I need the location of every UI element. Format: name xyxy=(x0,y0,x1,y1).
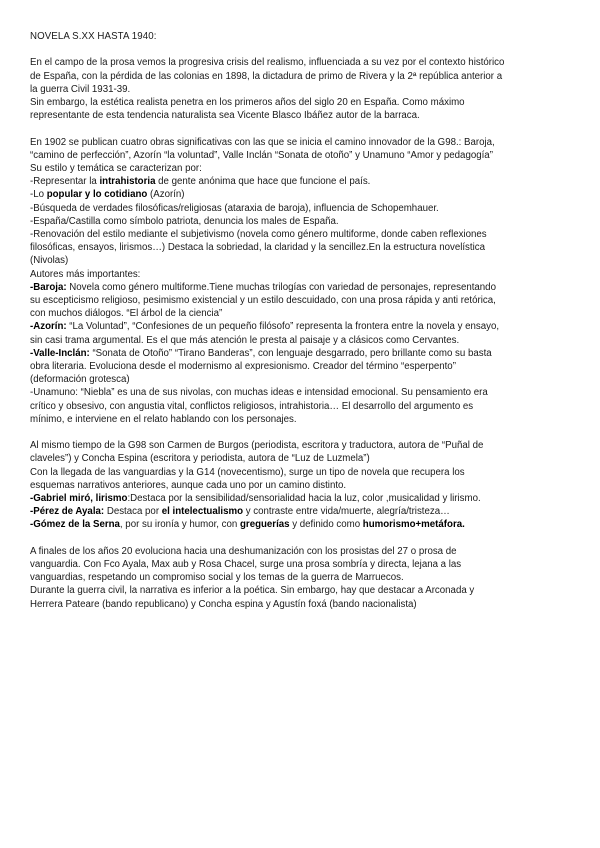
paragraph-line: Autores más importantes: xyxy=(30,268,141,280)
paragraph-line: de España, con la pérdida de las colonias en 1898, la dictadura de primo de Rivera y la 2ª república anterior a xyxy=(30,70,503,82)
author-perez-de-ayala xyxy=(30,505,578,518)
paragraph-line: -España/Castilla como símbolo patriota, denuncia los males de España. xyxy=(30,215,339,227)
author-name: -Gabriel miró, lirismo xyxy=(30,493,128,505)
text-span: “Sonata de Otoño” “Tirano Banderas”, con lenguaje desgarrado, pero brillante como su basta xyxy=(89,347,492,359)
paragraph-line: sin casi trama argumental. Es el que más atención le presta al paisaje y a clásicos como Cervantes. xyxy=(30,334,460,346)
paragraph-line: vanguardias, respetando un compromiso social y los temas de la guerra de Marruecos. xyxy=(30,572,404,584)
bold-term: humorismo+metáfora. xyxy=(362,519,465,531)
paragraph-line: Sin embargo, la estética realista penetra en los primeros años del siglo 20 en España. Como máximo xyxy=(30,97,465,108)
author-name: -Baroja: xyxy=(30,281,67,293)
author-name: -Valle-Inclán: xyxy=(30,347,90,359)
text-span: (Azorín) xyxy=(147,189,185,201)
author-name: -Pérez de Ayala: xyxy=(30,506,105,518)
paragraph-line: vanguardia. Con Fco Ayala, Max aub y Rosa Chacel, surge una prosa sombría y directa, lejana a las xyxy=(30,559,462,571)
text-span: “La Voluntad”, “Confesiones de un pequeño filósofo” representa la frontera entre la novela y ensayo, xyxy=(66,321,500,333)
paragraph-line: representante de esta tendencia naturalista sea Vicente Blasco Ibáñez autor de la barraca. xyxy=(30,110,420,122)
paragraph-line: A finales de los años 20 evoluciona hacia una deshumanización con los prosistas del 27 o prosa de xyxy=(30,545,457,557)
text-span: -Representar la xyxy=(30,176,100,188)
paragraph-line: filosóficas, ensayos, lirismos…) Destaca la sobriedad, la claridad y la sencillez.En la estructura novelística xyxy=(30,242,485,254)
author-miro xyxy=(30,492,578,505)
paragraph-line: En 1902 se publican cuatro obras significativas con las que se inicia el camino innovador de la G98.: Baroja, xyxy=(30,136,495,148)
author-azorin xyxy=(30,320,578,333)
spacer xyxy=(30,43,578,56)
paragraph-line: crítico y obsesivo, con angustia vital, conflictos religiosos, intrahistoria… El desarrollo del argumento es xyxy=(30,400,474,412)
text-span: de gente anónima que hace que funcione el país. xyxy=(155,176,371,188)
text-span: y contraste entre vida/muerte, alegría/tristeza… xyxy=(243,506,450,518)
trait-popular xyxy=(30,188,578,201)
document-title: NOVELA S.XX HASTA 1940: xyxy=(30,31,157,42)
author-gomez-de-la-serna xyxy=(30,518,578,531)
text-span: -Lo xyxy=(30,189,47,201)
paragraph-line: En el campo de la prosa vemos la progresiva crisis del realismo, influenciada a su vez por el contexto histórico xyxy=(30,57,505,69)
text-span: :Destaca por la sensibilidad/sensorialidad hacia la luz, color ,musicalidad y lirismo. xyxy=(127,493,481,505)
paragraph-line: Durante la guerra civil, la narrativa es inferior a la poética. Sin embargo, hay que destacar a Arconada y xyxy=(30,585,475,597)
paragraph-line: -Búsqueda de verdades filosóficas/religiosas (ataraxia de baroja), influencia de Schopemhauer. xyxy=(30,202,439,214)
text-span: Novela como género multiforme.Tiene muchas trilogías con variedad de personajes, representando xyxy=(66,281,496,293)
text-span: y definido como xyxy=(289,519,363,531)
paragraph-line: obra literaria. Evoluciona desde el modernismo al expresionismo. Creador del término “esperpento” xyxy=(30,361,456,373)
spacer xyxy=(30,426,578,439)
bold-term: greguerías xyxy=(240,519,290,531)
paragraph-line: Herrera Pateare (bando republicano) y Concha espina y Agustín foxá (bando nacionalista) xyxy=(30,598,417,610)
paragraph-line: (Nivolas) xyxy=(30,255,69,267)
author-valle-inclan xyxy=(30,347,578,360)
paragraph-line: su escepticismo religioso, pesimismo existencial y un estilo descuidado, con una prosa rápida y anti retórica, xyxy=(30,295,496,307)
paragraph-line: (deformación grotesca) xyxy=(30,374,130,386)
document-page xyxy=(30,30,578,611)
author-unamuno: -Unamuno: “Niebla” es una de sus nivolas, con muchas ideas e intensidad emocional. Su pensamiento era xyxy=(30,387,488,399)
paragraph-line: Su estilo y temática se caracterizan por: xyxy=(30,163,202,174)
author-name: -Gómez de la Serna xyxy=(30,519,120,531)
spacer xyxy=(30,122,578,135)
author-name: -Azorín: xyxy=(30,321,67,333)
text-span: , por su ironía y humor, con xyxy=(119,519,240,531)
paragraph-line: claveles”) y Concha Espina (escritora y periodista, autora de “Luz de Luzmela”) xyxy=(30,453,370,465)
paragraph-line: -Renovación del estilo mediante el subjetivismo (novela como género multiforme, donde caben reflexiones xyxy=(30,229,487,241)
bold-term: el intelectualismo xyxy=(161,506,244,518)
trait-intrahistoria xyxy=(30,175,578,188)
paragraph-line: Con la llegada de las vanguardias y la G14 (novecentismo), surge un tipo de novela que recupera los xyxy=(30,466,465,478)
text-span: Destaca por xyxy=(104,506,162,518)
paragraph-line: la guerra Civil 1931-39. xyxy=(30,83,131,95)
spacer xyxy=(30,532,578,545)
paragraph-line: esquemas narrativos anteriores, aunque cada uno por un camino distinto. xyxy=(30,479,347,491)
paragraph-line: mínimo, e interviene en el relato hablando con los personajes. xyxy=(30,413,297,425)
paragraph-line: Al mismo tiempo de la G98 son Carmen de Burgos (periodista, escritora y traductora, autora de “Puñal de xyxy=(30,440,484,452)
paragraph-line: con muchos diálogos. “El árbol de la ciencia” xyxy=(30,308,223,320)
paragraph-line: “camino de perfección”, Azorín “la voluntad”, Valle Inclán “Sonata de otoño” y Unamuno “Amor y pedagogía” xyxy=(30,149,493,161)
author-baroja xyxy=(30,281,578,294)
bold-term: popular y lo cotidiano xyxy=(46,189,148,201)
bold-term: intrahistoria xyxy=(99,176,156,188)
